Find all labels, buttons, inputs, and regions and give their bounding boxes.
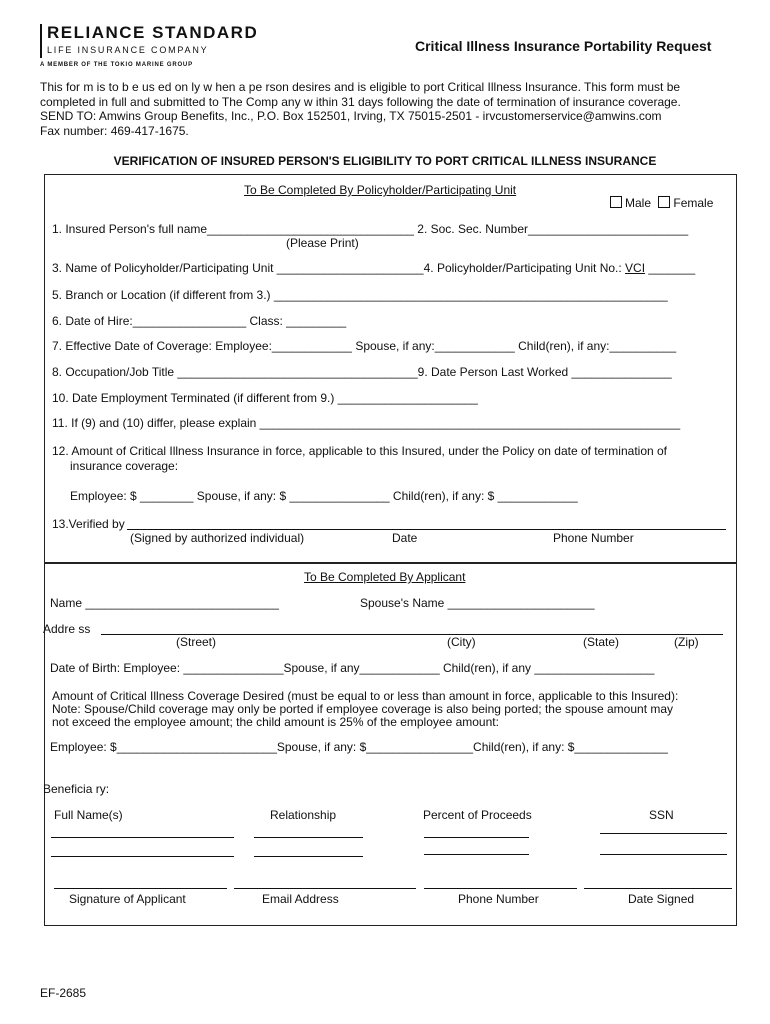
form-id: EF-2685 (40, 986, 87, 1000)
email-address-line[interactable] (234, 888, 416, 889)
q13-phone-caption: Phone Number (553, 531, 634, 545)
form-box (44, 174, 737, 926)
beneficiary-ssn-line-2[interactable] (600, 854, 727, 855)
q4-blank: _______ (645, 261, 696, 275)
intro-line-4: Fax number: 469-417-1675. (40, 123, 189, 138)
q5-branch-field[interactable]: 5. Branch or Location (if different from 3.) ___________________________________________________________ (52, 288, 668, 302)
amount-desired-line-3: not exceed the employee amount; the child amount is 25% of the employee amount: (52, 715, 499, 729)
q3-label: 3. Name of Policyholder/Participating Unit ______________________ (52, 261, 424, 275)
male-checkbox[interactable] (610, 196, 622, 208)
q3-q4-row[interactable] (52, 261, 695, 275)
intro-line-3: SEND TO: Amwins Group Benefits, Inc., P.O. Box 152501, Irving, TX 75015-2501 - irvcustomerservice@amwins.com (40, 109, 662, 123)
q2-label: 2. Soc. Sec. Number (413, 222, 528, 236)
q13-signed-caption: (Signed by authorized individual) (130, 531, 305, 545)
signature-caption: Signature of Applicant (69, 892, 186, 906)
q13-signature-line[interactable] (127, 529, 726, 530)
date-signed-line[interactable] (584, 888, 732, 889)
q1-label: 1. Insured Person's full name (52, 222, 208, 236)
date-of-birth-field[interactable]: Date of Birth: Employee: _______________Spouse, if any____________ Child(ren), if any __________________ (50, 661, 655, 675)
q12-label-line-2: insurance coverage: (70, 459, 179, 473)
q4-label: 4. Policyholder/Participating Unit No.: (423, 261, 626, 275)
applicant-name-field[interactable]: Name _____________________________ (50, 596, 279, 610)
address-label: Addre ss (43, 622, 91, 636)
female-label: Female (673, 196, 714, 210)
applicant-signature-line[interactable] (54, 888, 227, 889)
q13-date-caption: Date (392, 531, 418, 545)
company-logo-name: RELIANCE STANDARD (47, 23, 259, 42)
phone-caption: Phone Number (458, 892, 539, 906)
section-divider (44, 562, 737, 564)
beneficiary-name-line-2[interactable] (51, 856, 234, 857)
col-percent-of-proceeds: Percent of Proceeds (423, 808, 532, 822)
logo-bar (40, 24, 42, 58)
zip-caption: (Zip) (674, 635, 699, 649)
amount-desired-line-1: Amount of Critical Illness Coverage Desired (must be equal to or less than amount in force, applicable to this Insured): (52, 689, 679, 703)
spouse-name-field[interactable]: Spouse's Name ______________________ (360, 596, 595, 610)
q11-explain-field[interactable]: 11. If (9) and (10) differ, please explain _______________________________________________________________ (52, 416, 681, 430)
company-logo-subtitle: LIFE INSURANCE COMPANY (47, 45, 209, 55)
q1-insured-name-field[interactable] (52, 222, 688, 236)
beneficiary-ssn-line-1[interactable] (600, 833, 727, 834)
col-ssn: SSN (649, 808, 674, 822)
q12-label-line-1: 12. Amount of Critical Illness Insurance in force, applicable to this Insured, under the Policy on date of termination of (52, 444, 668, 458)
intro-line-2: completed in full and submitted to The Comp any w ithin 31 days following the date of termination of insurance coverage. (40, 94, 681, 109)
street-caption: (Street) (176, 635, 217, 649)
beneficiary-relationship-line-1[interactable] (254, 837, 363, 838)
q6-date-of-hire-field[interactable]: 6. Date of Hire:_________________ Class: _________ (52, 314, 347, 328)
q4-unit-number-value: VCI (625, 261, 646, 275)
col-full-names: Full Name(s) (54, 808, 123, 822)
q8-q9-occupation-field[interactable]: 8. Occupation/Job Title ____________________________________9. Date Person Last Worked _______________ (52, 365, 672, 379)
beneficiary-percent-line-2[interactable] (424, 854, 529, 855)
intro-line-1: This for m is to b e us ed on ly w hen a pe rson desires and is eligible to port Critical Illness Insurance. This form must be (40, 80, 681, 94)
city-caption: (City) (447, 635, 476, 649)
email-caption: Email Address (262, 892, 339, 906)
state-caption: (State) (583, 635, 620, 649)
q10-termination-date-field[interactable]: 10. Date Employment Terminated (if different from 9.) _____________________ (52, 391, 478, 405)
coverage-amounts-field[interactable]: Employee: $________________________Spouse, if any: $________________Child(ren), if any: $______________ (50, 740, 668, 754)
beneficiary-percent-line-1[interactable] (424, 837, 529, 838)
date-signed-caption: Date Signed (628, 892, 695, 906)
company-logo-member-line: A MEMBER OF THE TOKIO MARINE GROUP (40, 62, 193, 68)
q12-amounts-field[interactable]: Employee: $ ________ Spouse, if any: $ _______________ Child(ren), if any: $ ____________ (70, 489, 578, 503)
section-title: VERIFICATION OF INSURED PERSON'S ELIGIBILITY TO PORT CRITICAL ILLNESS INSURANCE (113, 154, 657, 168)
q13-label: 13.Verified by (52, 517, 125, 531)
applicant-heading: To Be Completed By Applicant (304, 570, 466, 584)
col-relationship: Relationship (270, 808, 337, 822)
q1-blank: _______________________________ (207, 222, 414, 236)
amount-desired-line-2: Note: Spouse/Child coverage may only be ported if employee coverage is also being ported; the spouse amount may (52, 702, 674, 716)
female-checkbox[interactable] (658, 196, 670, 208)
policyholder-heading: To Be Completed By Policyholder/Participating Unit (244, 183, 517, 197)
male-label: Male (625, 196, 652, 210)
phone-number-line[interactable] (424, 888, 577, 889)
please-print-hint: (Please Print) (286, 236, 359, 250)
beneficiary-relationship-line-2[interactable] (254, 856, 363, 857)
beneficiary-name-line-1[interactable] (51, 837, 234, 838)
gender-options (610, 196, 713, 210)
beneficiary-label: Beneficia ry: (43, 782, 110, 796)
intro-text (40, 80, 740, 138)
q2-blank: ________________________ (527, 222, 689, 236)
q7-effective-date-field[interactable]: 7. Effective Date of Coverage: Employee:____________ Spouse, if any:____________ Child(ren), if any:__________ (52, 339, 677, 353)
form-title: Critical Illness Insurance Portability Request (415, 38, 712, 54)
